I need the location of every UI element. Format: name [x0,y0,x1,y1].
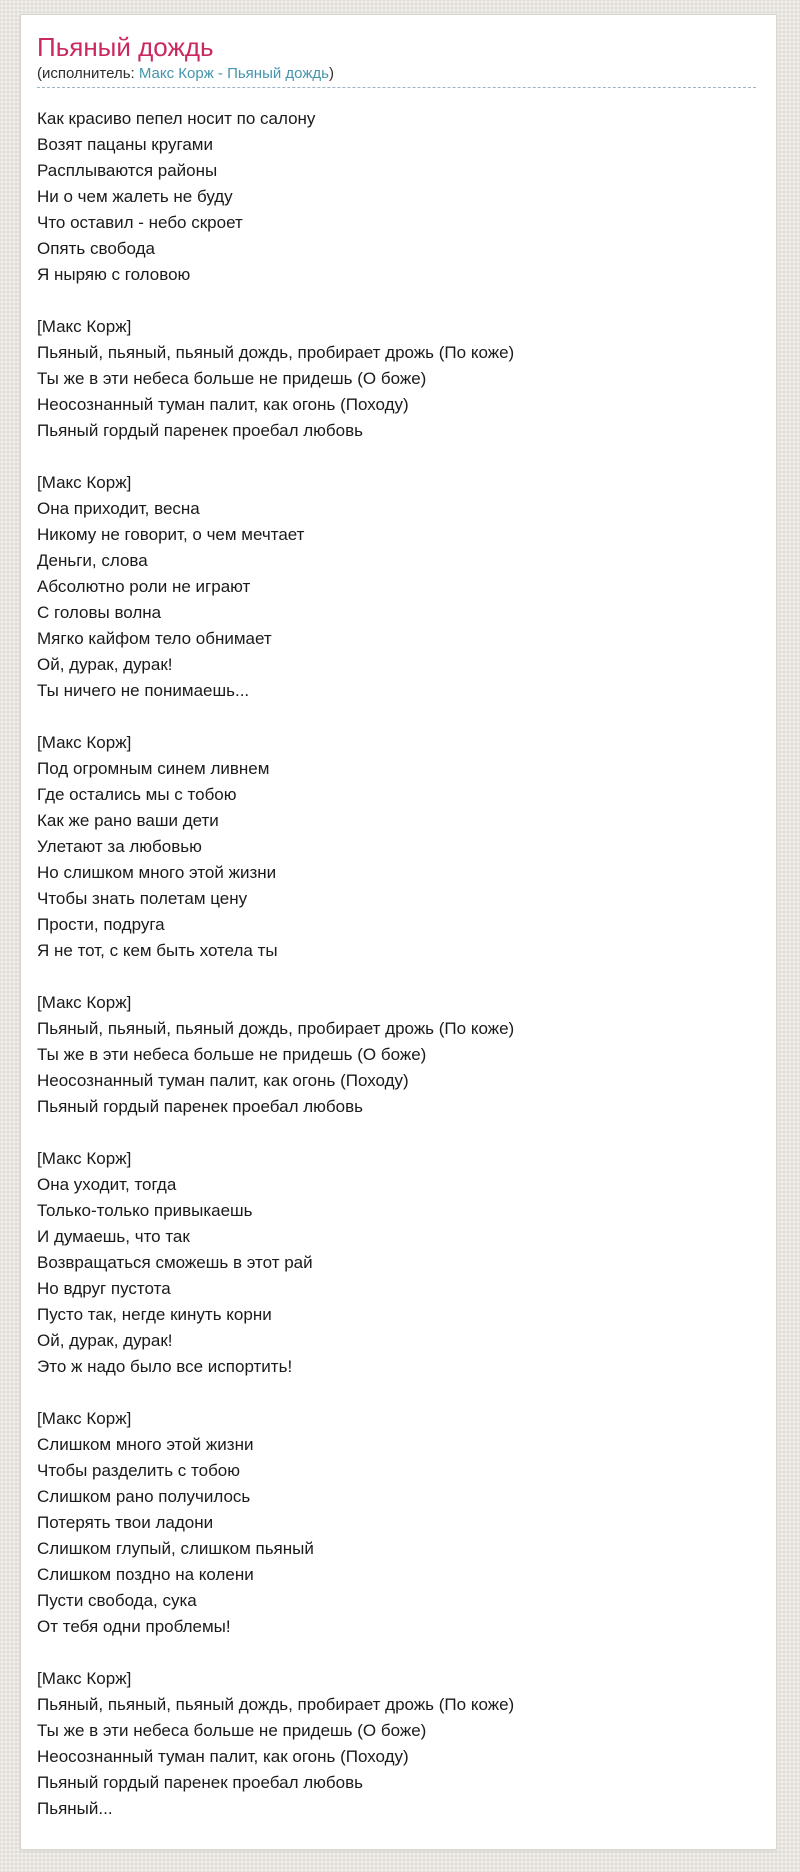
stanza [37,1146,756,1380]
lyrics-line: Неосознанный туман палит, как огонь (Походу) [37,395,409,414]
stanza-header-line: [Макс Корж] [37,1669,132,1688]
lyrics-line: Чтобы знать полетам цену [37,889,248,908]
stanza [37,990,756,1120]
lyrics-line: Пьяный, пьяный, пьяный дождь, пробирает дрожь (По коже) [37,343,515,362]
stanza [37,730,756,964]
lyrics-line: Пьяный, пьяный, пьяный дождь, пробирает дрожь (По коже) [37,1019,515,1038]
lyrics-line: Слишком много этой жизни [37,1435,254,1454]
lyrics-line: Я ныряю с головою [37,265,191,284]
lyrics-line: Пьяный... [37,1799,113,1818]
lyrics-line: Под огромным синем ливнем [37,759,270,778]
lyrics-line: Деньги, слова [37,551,148,570]
lyrics-line: Где остались мы с тобою [37,785,237,804]
lyrics-line: Она приходит, весна [37,499,200,518]
lyrics-card [20,14,777,1850]
lyrics-line: И думаешь, что так [37,1227,190,1246]
lyrics-line: Я не тот, с кем быть хотела ты [37,941,278,960]
lyrics-line: Прости, подруга [37,915,165,934]
lyrics-line: Ни о чем жалеть не буду [37,187,233,206]
stanza [37,1406,756,1640]
lyrics-line: От тебя одни проблемы! [37,1617,231,1636]
lyrics-line: Ты же в эти небеса больше не придешь (О боже) [37,1045,427,1064]
lyrics-line: Неосознанный туман палит, как огонь (Походу) [37,1071,409,1090]
stanza [37,470,756,704]
subtitle [37,64,756,88]
lyrics-line: Она уходит, тогда [37,1175,177,1194]
stanza-header-line: [Макс Корж] [37,733,132,752]
lyrics-line: Слишком рано получилось [37,1487,251,1506]
lyrics [37,106,756,1822]
lyrics-line: Как же рано ваши дети [37,811,219,830]
lyrics-line: Расплываются районы [37,161,218,180]
stanza-header-line: [Макс Корж] [37,317,132,336]
lyrics-line: Ты же в эти небеса больше не придешь (О боже) [37,369,427,388]
lyrics-line: Абсолютно роли не играют [37,577,251,596]
stanza-header-line: [Макс Корж] [37,993,132,1012]
stanza-header-line: [Макс Корж] [37,1409,132,1428]
lyrics-line: Пусти свобода, сука [37,1591,197,1610]
lyrics-line: Пьяный гордый паренек проебал любовь [37,1097,363,1116]
lyrics-line: Возвращаться сможешь в этот рай [37,1253,313,1272]
lyrics-line: Слишком глупый, слишком пьяный [37,1539,314,1558]
lyrics-line: Пьяный гордый паренек проебал любовь [37,421,363,440]
lyrics-line: Но вдруг пустота [37,1279,171,1298]
lyrics-line: Как красиво пепел носит по салону [37,109,316,128]
lyrics-line: Пьяный, пьяный, пьяный дождь, пробирает дрожь (По коже) [37,1695,515,1714]
lyrics-line: Что оставил - небо скроет [37,213,243,232]
lyrics-line: Пусто так, негде кинуть корни [37,1305,272,1324]
lyrics-line: Потерять твои ладони [37,1513,214,1532]
lyrics-line: Но слишком много этой жизни [37,863,277,882]
lyrics-line: Неосознанный туман палит, как огонь (Походу) [37,1747,409,1766]
stanza-header-line: [Макс Корж] [37,473,132,492]
lyrics-line: Только-только привыкаешь [37,1201,253,1220]
lyrics-line: Возят пацаны кругами [37,135,213,154]
lyrics-line: Ты же в эти небеса больше не придешь (О боже) [37,1721,427,1740]
stanza-header-line: [Макс Корж] [37,1149,132,1168]
lyrics-line: Ой, дурак, дурак! [37,655,173,674]
lyrics-line: Мягко кайфом тело обнимает [37,629,272,648]
subtitle-suffix: ) [328,65,334,82]
lyrics-line: Никому не говорит, о чем мечтает [37,525,305,544]
lyrics-line: Слишком поздно на колени [37,1565,254,1584]
stanza [37,1666,756,1822]
lyrics-line: Это ж надо было все испортить! [37,1357,293,1376]
lyrics-line: Ой, дурак, дурак! [37,1331,173,1350]
stanza [37,314,756,444]
lyrics-line: С головы волна [37,603,162,622]
lyrics-line: Чтобы разделить с тобою [37,1461,241,1480]
stanza [37,106,756,288]
lyrics-line: Улетают за любовью [37,837,202,856]
artist-link[interactable]: Макс Корж - Пьяный дождь [138,65,329,82]
subtitle-prefix: (исполнитель: [37,65,139,82]
lyrics-line: Опять свобода [37,239,155,258]
lyrics-line: Пьяный гордый паренек проебал любовь [37,1773,363,1792]
lyrics-line: Ты ничего не понимаешь... [37,681,250,700]
page-title: Пьяный дождь [37,32,214,62]
